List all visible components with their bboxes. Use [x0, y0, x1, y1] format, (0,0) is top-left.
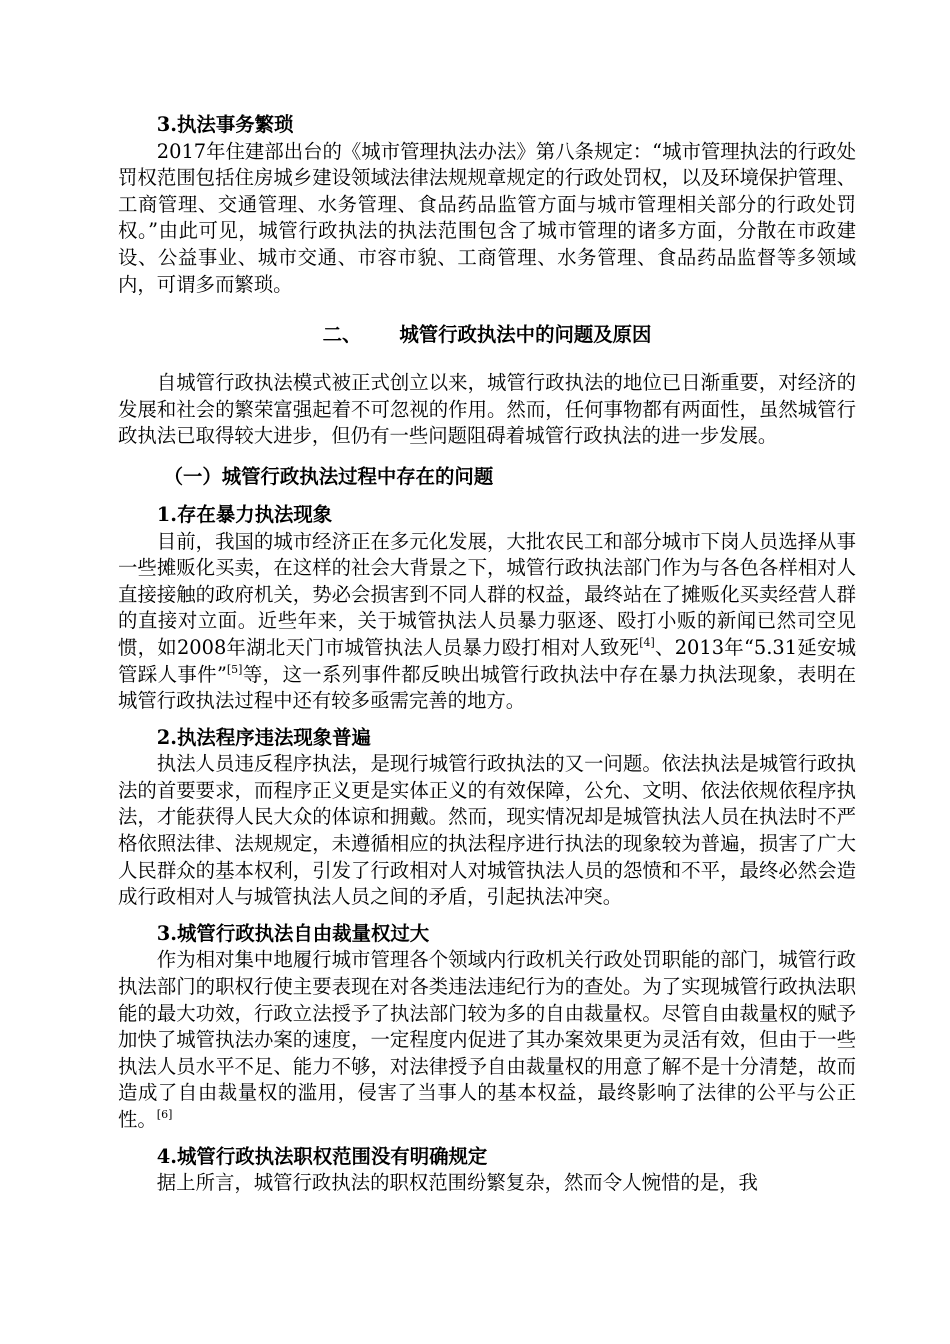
citation-6: [6]	[156, 1108, 173, 1121]
subheading-3-discretion: 3.城管行政执法自由裁量权过大	[156, 921, 430, 945]
text-run: 、2013年“5.31延安城管踩人事件”	[118, 635, 856, 686]
section-number: 二、	[322, 323, 362, 347]
paragraph-enforcement-scope: 2017年住建部出台的《城市管理执法办法》第八条规定：“城市管理执法的行政处罚权范围包括住房城乡建设领域法律法规规章规定的行政处罚权，以及环境保护管理、工商管理、交通管理、水务管理、食品药品监管方面与城市管理相关部分的行政处罚权。”由此可见，城管行政执法的执法范围包含了城市管理的诸多方面，分散在市政建设、公益事业、城市交通、市容市貌、工商管理、水务管理、食品药品监督等多领域内，可谓多而繁琐。	[118, 139, 856, 296]
citation-4: [4]	[639, 635, 655, 649]
section-title-2	[118, 322, 856, 348]
subheading-3-complex-affairs: 3.执法事务繁琐	[156, 113, 294, 136]
paragraph-discretion	[118, 947, 856, 1133]
text-run: 目前，我国的城市经济正在多元化发展，大批农民工和部分城市下岗人员选择从事一些摊贩化买卖，在这样的社会大背景之下，城管行政执法部门作为与各色各样相对人直接接触的政府机关，势必会损害到不同人群的权益，最终站在了摊贩化买卖经营人群的直接对立面。近些年来，关于城管执法人员暴力驱逐、殴打小贩的新闻已然司空见惯，如2008年湖北天门市城管执法人员暴力殴打相对人致死	[118, 529, 856, 659]
text-run: 等，这一系列事件都反映出城管行政执法中存在暴力执法现象，表明在城管行政执法过程中还有较多亟需完善的地方。	[118, 662, 856, 713]
paragraph-procedure-violation: 执法人员违反程序执法，是现行城管行政执法的又一问题。依法执法是城管行政执法的首要要求，而程序正义更是实体正义的有效保障，公允、文明、依法依规依程序执法，才能获得人民大众的体谅和拥戴。然而，现实情况却是城管执法人员在执法时不严格依照法律、法规规定，未遵循相应的执法程序进行执法的现象较为普遍，损害了广大人民群众的基本权利，引发了行政相对人对城管执法人员的怨愤和不平，最终必然会造成行政相对人与城管执法人员之间的矛盾，引起执法冲突。	[118, 752, 856, 909]
subheading-1-violent-enforcement: 1.存在暴力执法现象	[156, 502, 333, 526]
paragraph-authority-scope: 据上所言，城管行政执法的职权范围纷繁复杂，然而令人惋惜的是，我	[156, 1171, 758, 1195]
section-title-text: 城管行政执法中的问题及原因	[399, 323, 652, 347]
paragraph-intro: 自城管行政执法模式被正式创立以来，城管行政执法的地位已日渐重要，对经济的发展和社会的繁荣富强起着不可忽视的作用。然而，任何事物都有两面性，虽然城管行政执法已取得较大进步，但仍有一些问题阻碍着城管行政执法的进一步发展。	[118, 371, 856, 448]
text-run: 作为相对集中地履行城市管理各个领域内行政机关行政处罚职能的部门，城管行政执法部门的职权行使主要表现在对各类违法违纪行为的查处。为了实现城管行政执法职能的最大功效，行政立法授予了执法部门较为多的自由裁量权。尽管自由裁量权的赋予加快了城管执法办案的速度，一定程度内促进了其办案效果更为灵活有效，但由于一些执法人员水平不足、能力不够，对法律授予自由裁量权的用意了解不是十分清楚，故而造成了自由裁量权的滥用，侵害了当事人的基本权益，最终影响了法律的公平与公正性。	[118, 948, 856, 1131]
citation-5: [5]	[226, 662, 243, 676]
subheading-4-authority-scope: 4.城管行政执法职权范围没有明确规定	[156, 1144, 488, 1168]
group-heading-1: （一）城管行政执法过程中存在的问题	[163, 464, 494, 488]
subheading-2-procedure-violation: 2.执法程序违法现象普遍	[156, 725, 371, 749]
paragraph-violent-enforcement	[118, 529, 856, 715]
